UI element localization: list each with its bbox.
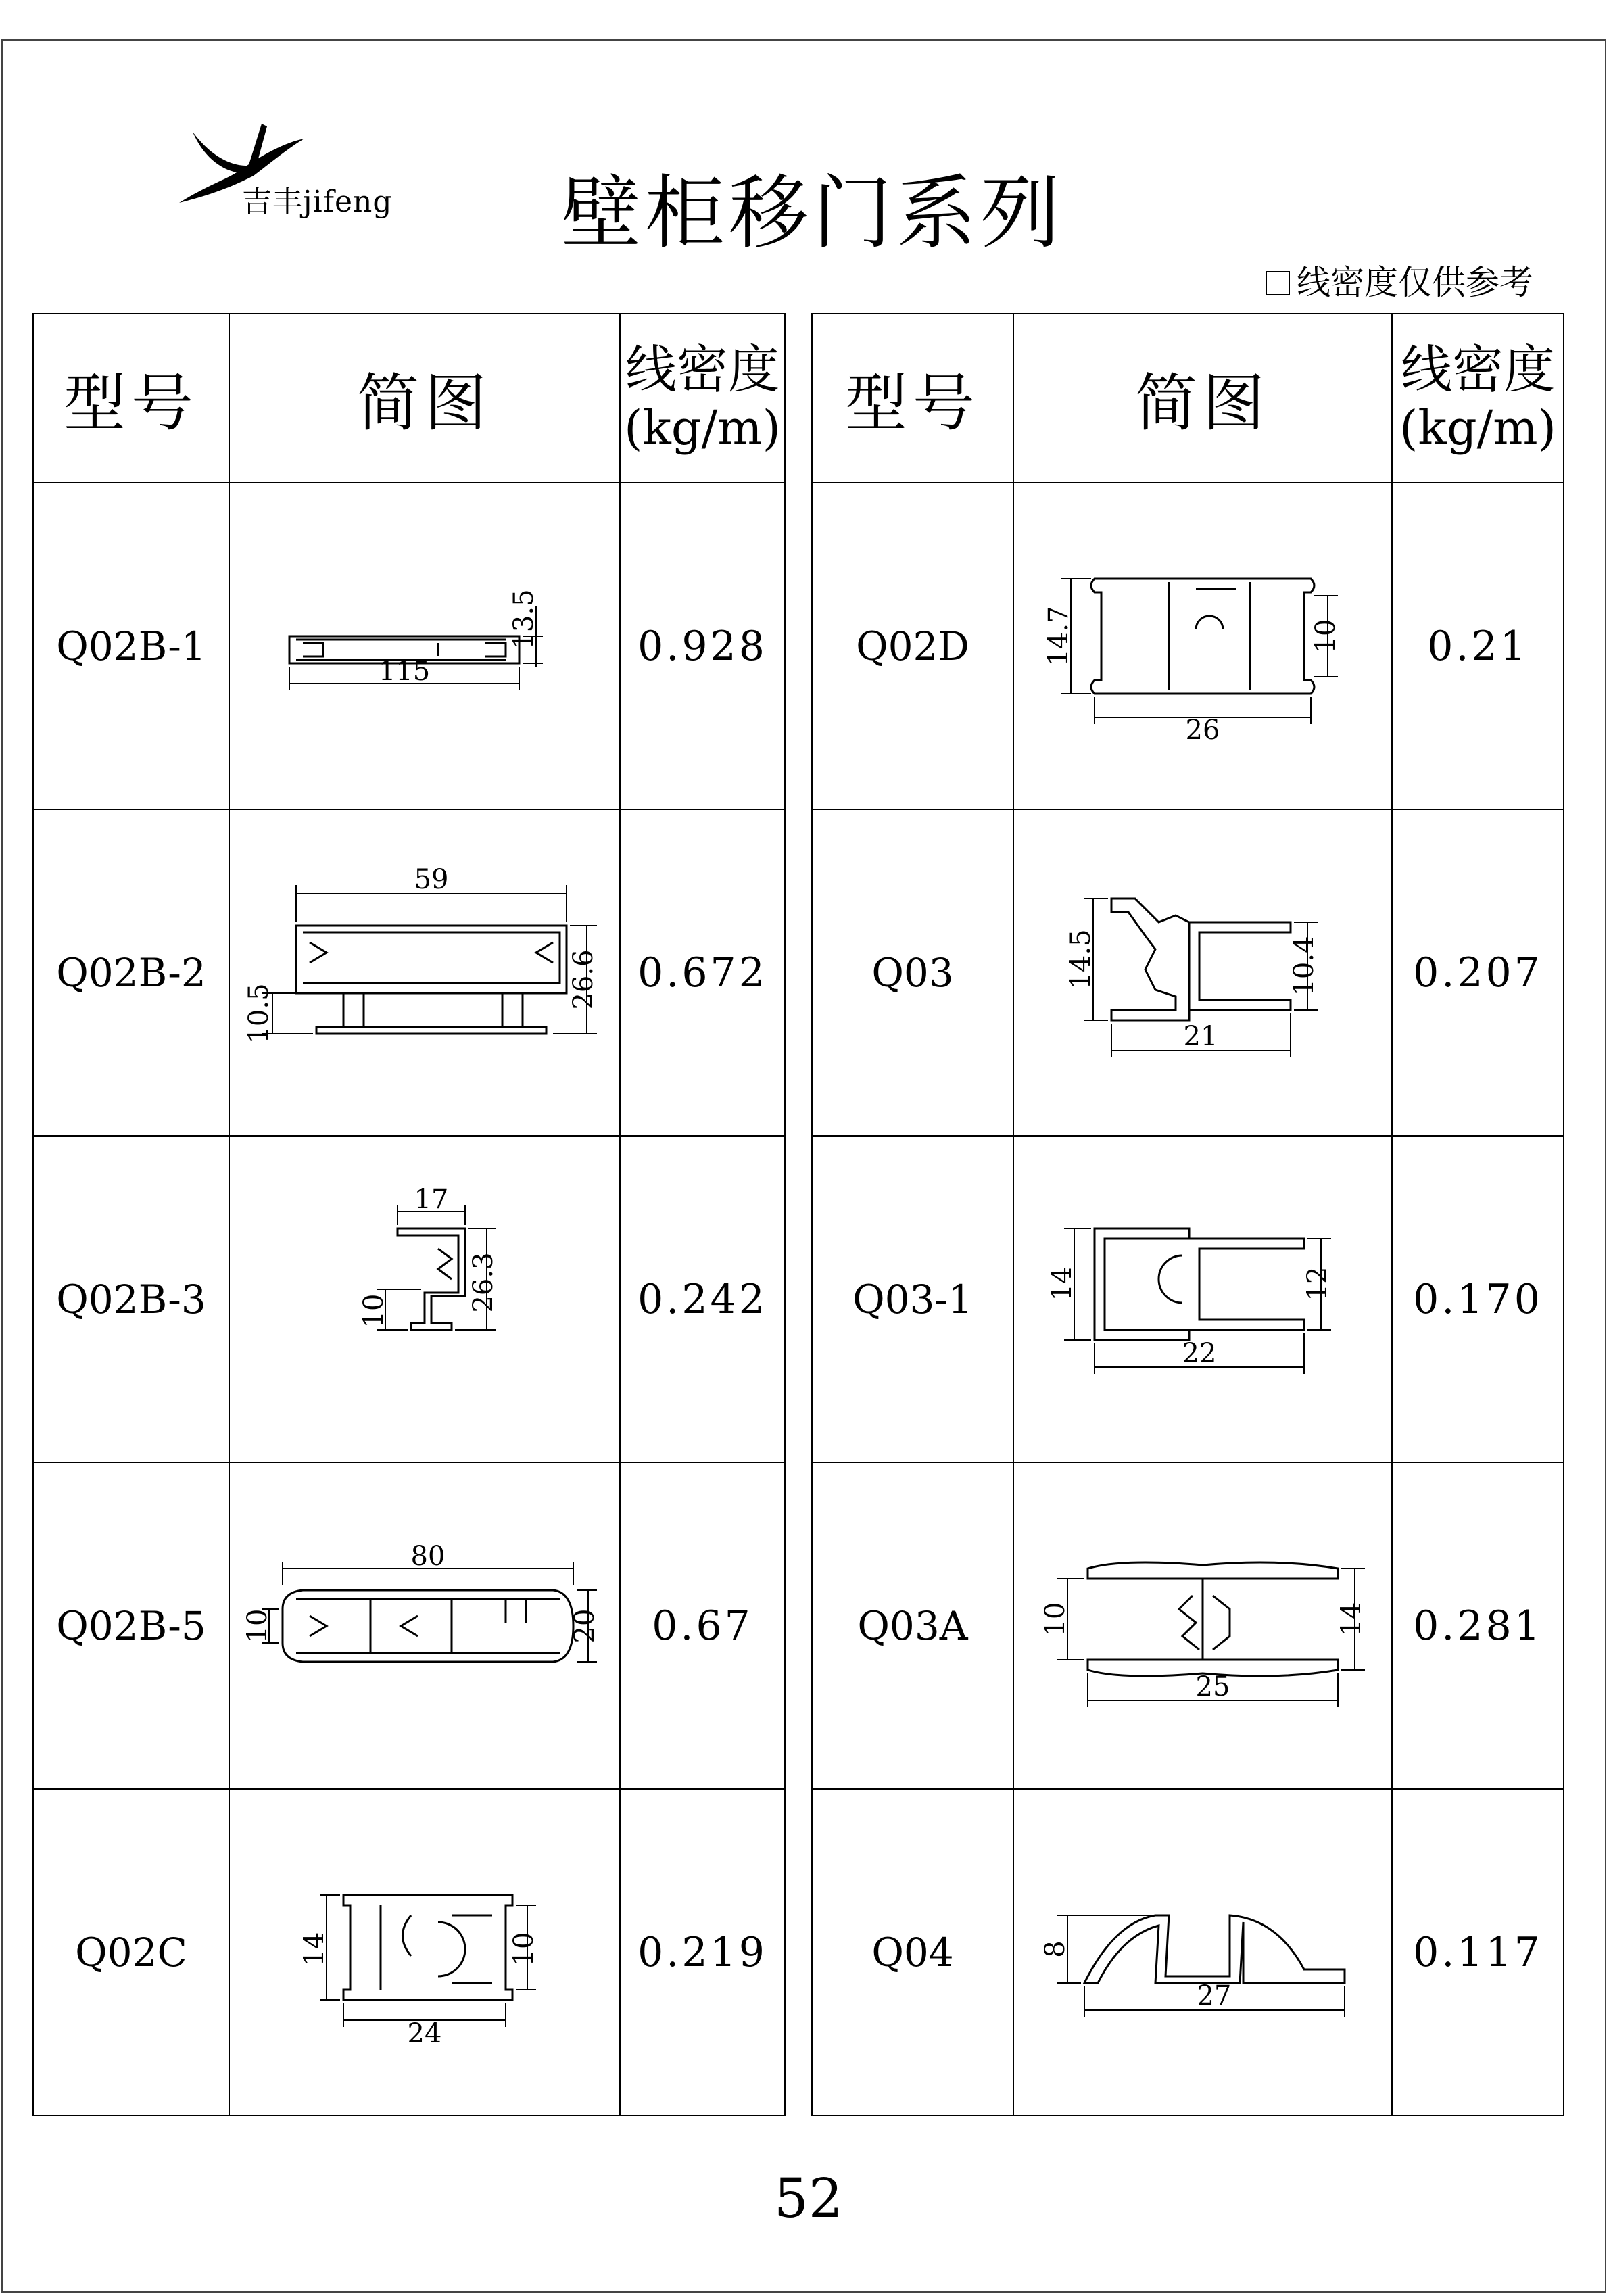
dim-width: 115 xyxy=(378,655,431,687)
model-code: Q03A xyxy=(812,1462,1013,1789)
header-sketch: 简图 xyxy=(229,314,620,483)
table-header-row xyxy=(812,314,1564,483)
model-code: Q02B-3 xyxy=(33,1136,229,1462)
dim-small: 10 xyxy=(1310,619,1341,653)
profile-drawing xyxy=(1020,1188,1385,1411)
table-row xyxy=(33,1462,785,1789)
dim-small: 10 xyxy=(242,1608,273,1643)
density-value: 0.67 xyxy=(620,1462,785,1789)
dim-height: 8 xyxy=(1040,1940,1071,1958)
profile-sketch xyxy=(1013,483,1392,809)
profile-sketch xyxy=(229,809,620,1136)
spec-table-right xyxy=(811,313,1564,2116)
note-text: 线密度仅供参考 xyxy=(1297,263,1533,302)
model-code: Q02B-2 xyxy=(33,809,229,1136)
profile-drawing xyxy=(235,1514,614,1738)
dim-height: 10 xyxy=(1040,1602,1071,1636)
table-row xyxy=(812,1462,1564,1789)
dim-width: 80 xyxy=(410,1540,446,1572)
table-header-row xyxy=(33,314,785,483)
dim-width: 22 xyxy=(1182,1337,1217,1369)
page-number: 52 xyxy=(774,2167,843,2230)
dim-width: 17 xyxy=(414,1187,449,1215)
dim-height: 20 xyxy=(569,1608,600,1643)
logo-text: 吉丰jifeng xyxy=(242,185,393,219)
density-value: 0.281 xyxy=(1392,1462,1564,1789)
density-value: 0.242 xyxy=(620,1136,785,1462)
profile-drawing xyxy=(1020,535,1385,758)
dim-width: 27 xyxy=(1197,1980,1232,2011)
dim-height: 26.6 xyxy=(568,949,599,1010)
header-density: 线密度 (kg/m) xyxy=(1392,314,1564,483)
profile-drawing xyxy=(235,545,614,748)
density-value: 0.928 xyxy=(620,483,785,809)
model-code: Q04 xyxy=(812,1789,1013,2115)
header-sketch: 简图 xyxy=(1013,314,1392,483)
density-value: 0.170 xyxy=(1392,1136,1564,1462)
table-row xyxy=(33,483,785,809)
header-model: 型号 xyxy=(812,314,1013,483)
profile-sketch xyxy=(229,1789,620,2115)
dim-width: 24 xyxy=(407,2017,442,2049)
profile-drawing xyxy=(1020,1841,1385,2064)
dim-width: 25 xyxy=(1195,1671,1230,1702)
table-row xyxy=(33,1136,785,1462)
model-code: Q02C xyxy=(33,1789,229,2115)
profile-sketch xyxy=(1013,1462,1392,1789)
profile-sketch xyxy=(229,1462,620,1789)
profile-sketch xyxy=(1013,809,1392,1136)
dim-width: 21 xyxy=(1183,1020,1218,1052)
table-row xyxy=(812,483,1564,809)
checkbox-icon xyxy=(1266,271,1290,295)
header-density: 线密度 (kg/m) xyxy=(620,314,785,483)
profile-sketch xyxy=(229,1136,620,1462)
model-code: Q02B-1 xyxy=(33,483,229,809)
header-model: 型号 xyxy=(33,314,229,483)
density-value: 0.672 xyxy=(620,809,785,1136)
model-code: Q02B-5 xyxy=(33,1462,229,1789)
table-row xyxy=(812,1789,1564,2115)
dim-height: 13.5 xyxy=(508,588,539,650)
dim-width: 26 xyxy=(1185,714,1220,746)
model-code: Q03-1 xyxy=(812,1136,1013,1462)
dim-small: 12 xyxy=(1302,1266,1333,1301)
dim-height: 14.7 xyxy=(1043,605,1074,667)
dim-small: 14 xyxy=(1336,1602,1367,1636)
spec-table-left xyxy=(32,313,786,2116)
dim-height: 14 xyxy=(299,1932,330,1966)
dim-small: 10.5 xyxy=(243,982,274,1044)
profile-sketch xyxy=(229,483,620,809)
profile-sketch xyxy=(1013,1789,1392,2115)
dim-height: 14 xyxy=(1047,1266,1078,1301)
density-value: 0.117 xyxy=(1392,1789,1564,2115)
density-value: 0.21 xyxy=(1392,483,1564,809)
table-row xyxy=(812,809,1564,1136)
dim-small: 10 xyxy=(358,1293,389,1328)
density-note xyxy=(1266,256,1533,304)
model-code: Q02D xyxy=(812,483,1013,809)
table-row xyxy=(33,809,785,1136)
density-value: 0.219 xyxy=(620,1789,785,2115)
table-row xyxy=(812,1136,1564,1462)
profile-sketch xyxy=(1013,1136,1392,1462)
dim-small: 10.4 xyxy=(1289,935,1320,997)
density-value: 0.207 xyxy=(1392,809,1564,1136)
dim-height: 26.3 xyxy=(468,1251,499,1313)
table-row xyxy=(33,1789,785,2115)
profile-drawing xyxy=(235,1188,614,1411)
dim-width: 59 xyxy=(414,863,449,895)
model-code: Q03 xyxy=(812,809,1013,1136)
dim-height: 14.5 xyxy=(1065,928,1097,990)
dim-small: 10 xyxy=(508,1932,539,1966)
profile-drawing xyxy=(1020,861,1385,1084)
page-title: 壁柜移门系列 xyxy=(561,166,1065,260)
profile-drawing xyxy=(235,1841,614,2064)
profile-drawing xyxy=(235,861,614,1084)
profile-drawing xyxy=(1020,1514,1385,1738)
